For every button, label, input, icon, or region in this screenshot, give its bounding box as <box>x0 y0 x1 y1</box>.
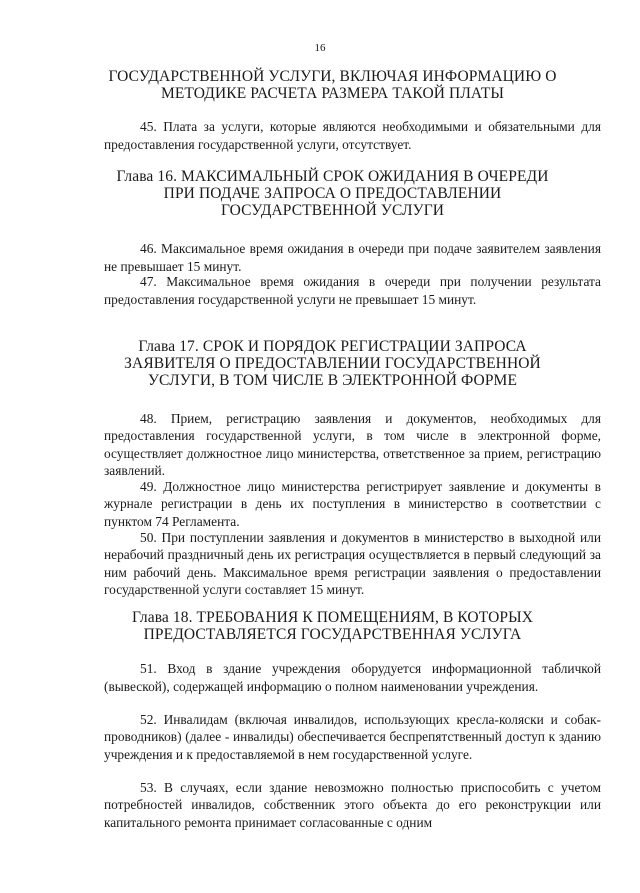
paragraph-47: 47. Максимальное время ожидания в очереди при получении результата предоставления государственной услуги не превышает 15 минут. <box>104 274 601 307</box>
page-number: 16 <box>314 42 326 54</box>
paragraph-48: 48. Прием, регистрацию заявления и документов, необходимых для предоставления государственной услуги, в том числе в электронной форме, осуществляет должностное лицо министерства, ответственное за прием, регистрацию заявлений. <box>104 411 601 479</box>
paragraph-46: 46. Максимальное время ожидания в очереди при подаче заявителем заявления не превышает 15 минут. <box>104 241 601 274</box>
paragraph-50: 50. При поступлении заявления и документов в министерство в выходной или нерабочий праздничный день их регистрация осуществляется в первый следующий за ним рабочий день. Максимальное время регистрации заявления о предоставлении государственной услуги составляет 15 минут. <box>104 530 601 598</box>
chapter-18-heading: Глава 18. ТРЕБОВАНИЯ К ПОМЕЩЕНИЯМ, В КОТОРЫХ ПРЕДОСТАВЛЯЕТСЯ ГОСУДАРСТВЕННАЯ УСЛУГА <box>132 609 533 643</box>
paragraph-52: 52. Инвалидам (включая инвалидов, использующих кресла-коляски и собак-проводников) (далее - инвалиды) обеспечивается беспрепятственный доступ к зданию учреждения и к предоставляемой в нем государственной услуге. <box>104 712 601 762</box>
paragraph-53: 53. В случаях, если здание невозможно полностью приспособить с учетом потребностей инвалидов, собственник этого объекта до его реконструкции или капитального ремонта принимает согласованные с одним <box>104 780 601 830</box>
section-intro-heading: ГОСУДАРСТВЕННОЙ УСЛУГИ, ВКЛЮЧАЯ ИНФОРМАЦИЮ О МЕТОДИКЕ РАСЧЕТА РАЗМЕРА ТАКОЙ ПЛАТЫ <box>108 68 557 102</box>
paragraph-45: 45. Плата за услуги, которые являются необходимыми и обязательными для предоставления государственной услуги, отсутствует. <box>104 119 601 152</box>
chapter-16-heading: Глава 16. МАКСИМАЛЬНЫЙ СРОК ОЖИДАНИЯ В ОЧЕРЕДИ ПРИ ПОДАЧЕ ЗАПРОСА О ПРЕДОСТАВЛЕНИИ ГОСУДАРСТВЕННОЙ УСЛУГИ <box>116 168 549 219</box>
chapter-17-heading: Глава 17. СРОК И ПОРЯДОК РЕГИСТРАЦИИ ЗАПРОСА ЗАЯВИТЕЛЯ О ПРЕДОСТАВЛЕНИИ ГОСУДАРСТВЕННОЙ УСЛУГИ, В ТОМ ЧИСЛЕ В ЭЛЕКТРОННОЙ ФОРМЕ <box>124 338 541 389</box>
paragraph-51: 51. Вход в здание учреждения оборудуется информационной табличкой (вывеской), содержащей информацию о полном наименовании учреждения. <box>104 661 601 694</box>
paragraph-49: 49. Должностное лицо министерства регистрирует заявление и документы в журнале регистрации в день их поступления в министерство в соответствии с пунктом 74 Регламента. <box>104 479 601 529</box>
